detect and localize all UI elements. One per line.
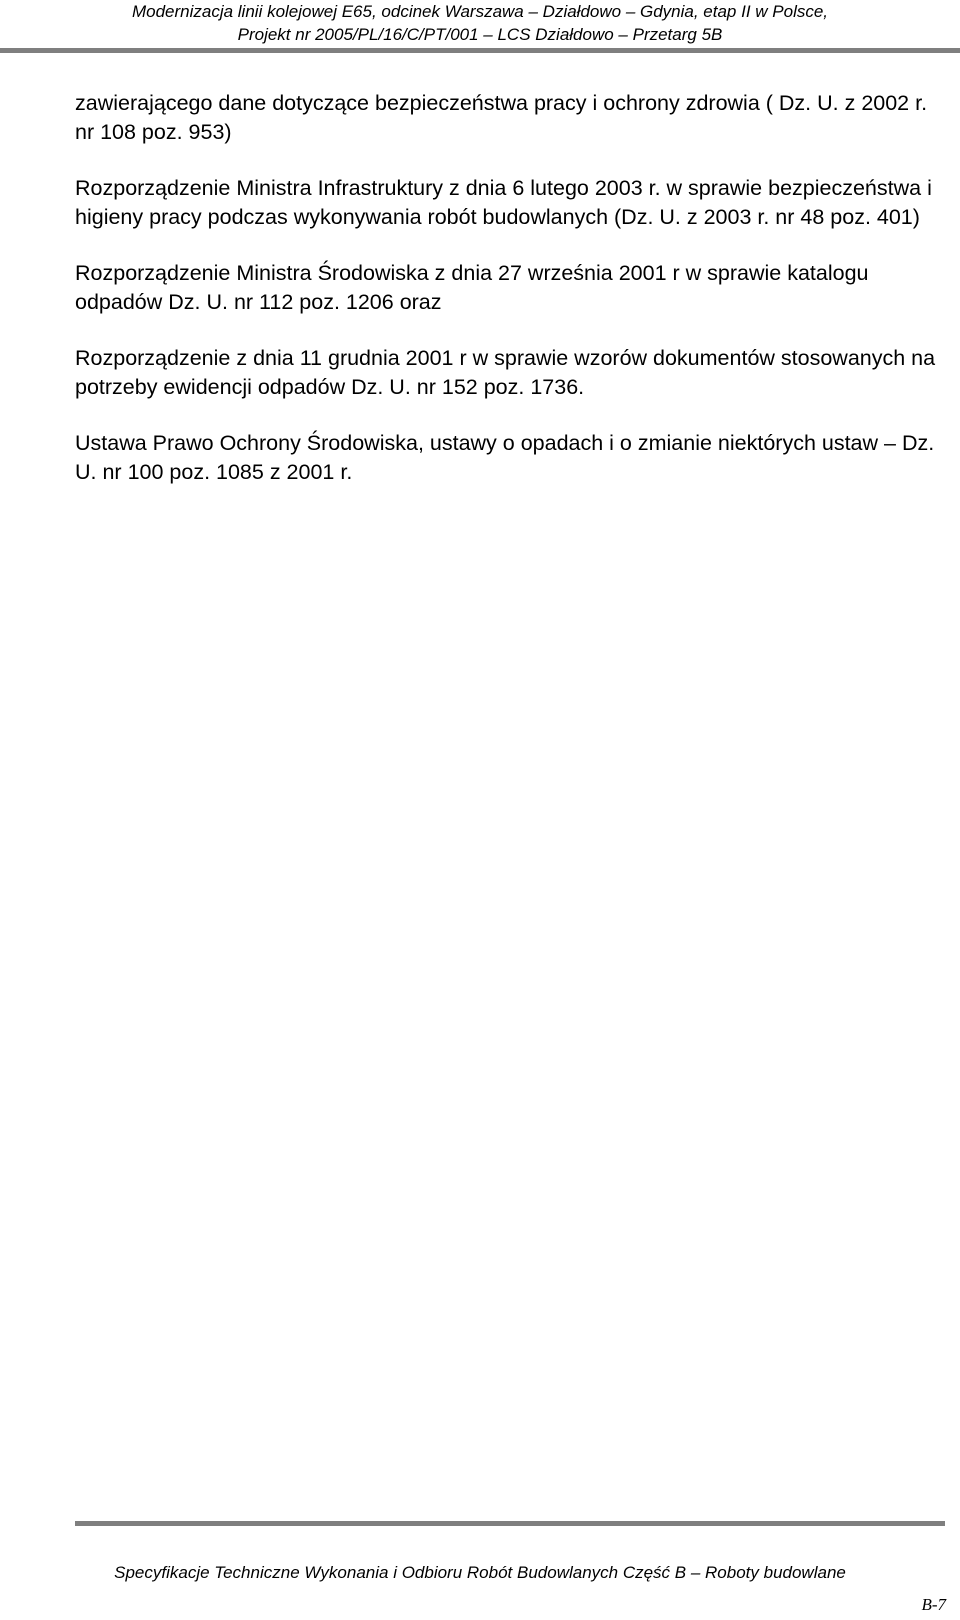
page-header: [0, 0, 960, 46]
header-line-1: Modernizacja linii kolejowej E65, odcinek Warszawa – Działdowo – Gdynia, etap II w Polsce,: [131, 2, 829, 21]
paragraph-3: Rozporządzenie Ministra Środowiska z dnia 27 września 2001 r w sprawie katalogu odpadów Dz. U. nr 112 poz. 1206 oraz: [75, 261, 869, 314]
document-body: [75, 89, 945, 514]
header-divider: [0, 48, 960, 53]
page-footer: Specyfikacje Techniczne Wykonania i Odbioru Robót Budowlanych Część B – Roboty budowlane: [114, 1563, 846, 1582]
footer-divider: [75, 1521, 945, 1526]
paragraph-1: zawierającego dane dotyczące bezpieczeństwa pracy i ochrony zdrowia ( Dz. U. z 2002 r. nr 108 poz. 953): [75, 91, 928, 144]
page-number: B-7: [921, 1595, 946, 1614]
paragraph-5: Ustawa Prawo Ochrony Środowiska, ustawy o opadach i o zmianie niektórych ustaw – Dz. U. nr 100 poz. 1085 z 2001 r.: [75, 431, 935, 484]
paragraph-2: Rozporządzenie Ministra Infrastruktury z dnia 6 lutego 2003 r. w sprawie bezpieczeństwa i higieny pracy podczas wykonywania robót budowlanych (Dz. U. z 2003 r. nr 48 poz. 401): [75, 176, 932, 229]
paragraph-4: Rozporządzenie z dnia 11 grudnia 2001 r w sprawie wzorów dokumentów stosowanych na potrzeby ewidencji odpadów Dz. U. nr 152 poz. 1736.: [75, 346, 936, 399]
header-line-2: Projekt nr 2005/PL/16/C/PT/001 – LCS Działdowo – Przetarg 5B: [237, 25, 723, 44]
